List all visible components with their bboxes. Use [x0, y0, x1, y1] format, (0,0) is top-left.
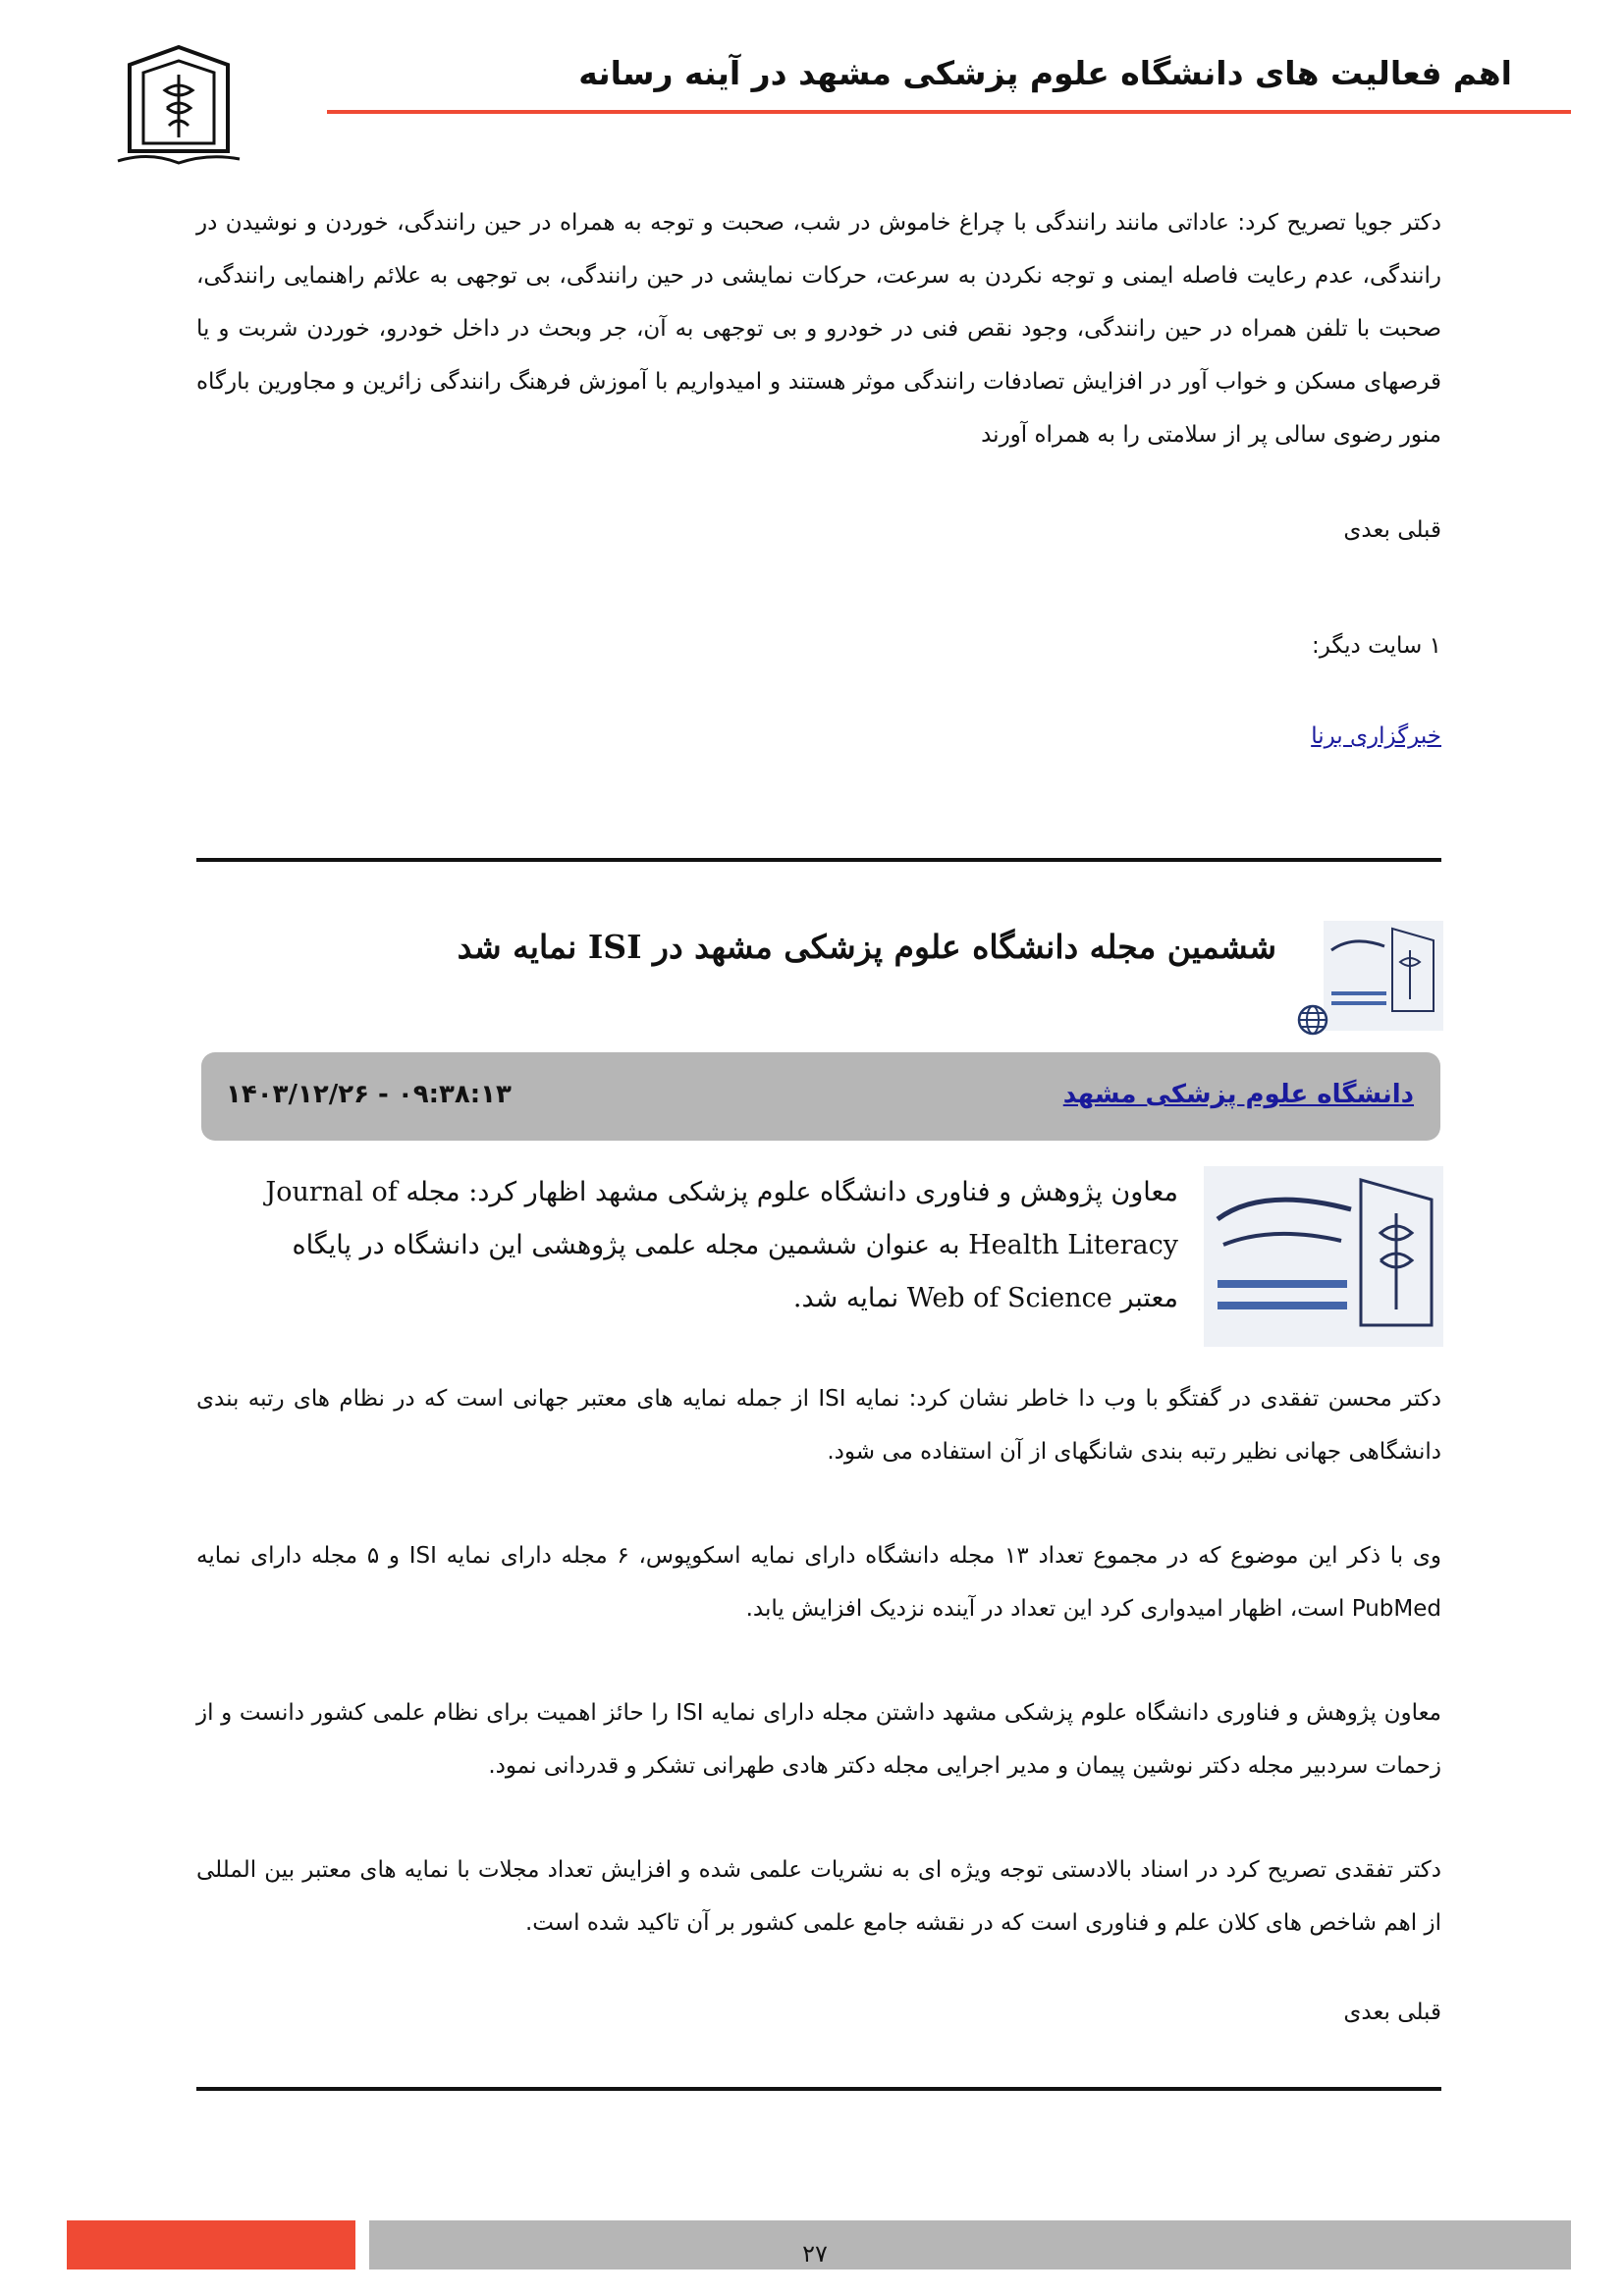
prev-next-nav[interactable]: قبلی بعدی [1343, 517, 1441, 543]
footer-accent-bar [67, 2220, 355, 2269]
other-sites-label: ۱ سایت دیگر: [1311, 633, 1441, 659]
footer-gray-bar [369, 2220, 1571, 2269]
globe-icon[interactable] [1296, 1003, 1329, 1037]
article-prev-paragraph: دکتر جویا تصریح کرد: عاداتی مانند رانندگی با چراغ خاموش در شب، صحبت و توجه به همراه در حین رانندگی، خوردن و نوشیدن در رانندگی، عدم رعایت فاصله ایمنی و توجه نکردن به سرعت، حرکات نمایشی در حین رانندگی، بی توجهی به علائم راهنمایی رانندگی، صحبت با تلفن همراه در حین رانندگی، وجود نقص فنی در خودرو و بی توجهی به آن، جر وبحث در داخل خودرو، خوردن شربت و یا قرصهای مسکن و خواب آور در افزایش تصادفات رانندگی موثر هستند و امیدواریم با آموزش فرهنگ رانندگی زائرین و مجاورین بارگاه منور رضوی سالی پر از سلامتی را به همراه آورند [196, 210, 1441, 448]
article-title: ششمین مجله دانشگاه علوم پزشکی مشهد در ISI نمایه شد [457, 928, 1276, 966]
news-agency-link[interactable]: دانشگاه علوم پزشکی مشهد [1062, 1080, 1414, 1109]
university-logo-icon [110, 35, 247, 173]
article-paragraph: دکتر محسن تفقدی در گفتگو با وب دا خاطر نشان کرد: نمایه ISI از جمله نمایه های معتبر جهانی است که در نظام های رتبه بندی دانشگاهی جهانی نظیر رتبه بندی شانگهای از آن استفاده می شود. [196, 1386, 1441, 1465]
page-header-title: اهم فعالیت های دانشگاه علوم پزشکی مشهد در آینه رسانه [578, 54, 1512, 92]
section-divider [196, 2087, 1441, 2091]
article-thumbnail [1324, 921, 1443, 1031]
prev-next-nav[interactable]: قبلی بعدی [1343, 2000, 1441, 2025]
article-image [1204, 1166, 1443, 1347]
article-lead: معاون پژوهش و فناوری دانشگاه علوم پزشکی مشهد اظهار کرد: مجله Journal of Health Literacy به عنوان ششمین مجله علمی پژوهشی این دانشگاه در پایگاه معتبر Web of Science نمایه شد. [265, 1177, 1178, 1313]
article-paragraph: وی با ذکر این موضوع که در مجموع تعداد ۱۳ مجله دانشگاه دارای نمایه اسکوپوس، ۶ مجله دارای نمایه ISI و ۵ مجله دارای نمایه PubMed است، اظهار امیدواری کرد این تعداد در آینده نزدیک افزایش یابد. [196, 1543, 1442, 1622]
article-paragraph: دکتر تفقدی تصریح کرد در اسناد بالادستی توجه ویژه ای به نشریات علمی شده و افزایش تعداد مجلات با نمایه های معتبر بین المللی از اهم شاخص های کلان علم و فناوری است که در نقشه جامع علمی کشور بر آن تاکید شده است. [196, 1857, 1441, 1936]
article-datetime: ۱۴۰۳/۱۲/۲۶ - ۰۹:۳۸:۱۳ [226, 1080, 512, 1109]
article-paragraph: معاون پژوهش و فناوری دانشگاه علوم پزشکی مشهد داشتن مجله دارای نمایه ISI را حائز اهمیت برای نظام علمی کشور دانست و از زحمات سردبیر مجله دکتر نوشین پیمان و مدیر اجرایی مجله دکتر هادی طهرانی تشکر و قدردانی نمود. [196, 1700, 1441, 1779]
section-divider [196, 858, 1441, 862]
header-rule [327, 110, 1571, 114]
page-number: ۲۷ [802, 2240, 828, 2268]
source-link[interactable]: خبرگزاری برنا [1311, 723, 1441, 749]
